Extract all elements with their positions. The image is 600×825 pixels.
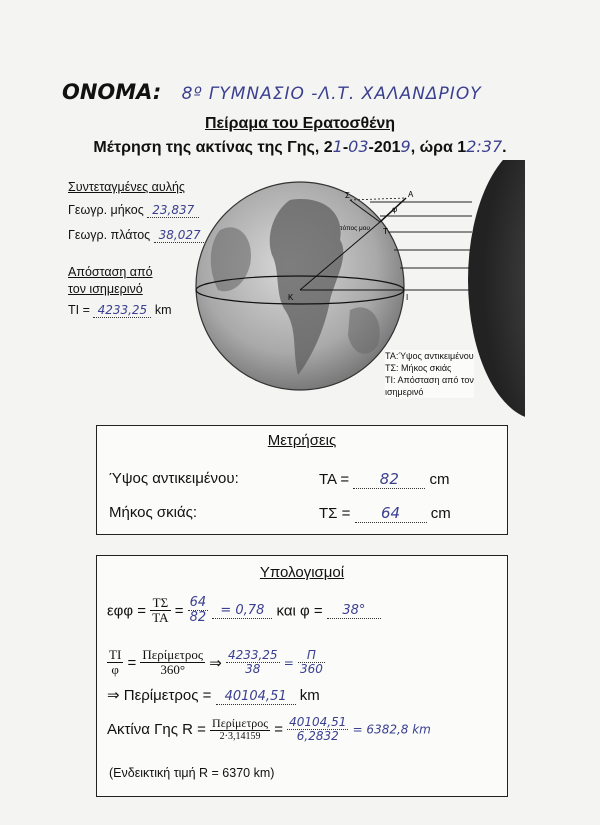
height-row bbox=[109, 470, 499, 487]
tan-row bbox=[107, 596, 502, 626]
label-sigma: Σ bbox=[345, 191, 350, 200]
calculations-box bbox=[96, 555, 508, 797]
height-label: Ύψος αντικειμένου: bbox=[109, 470, 239, 487]
subtitle-text: Μέτρηση της ακτίνας της Γης, 2 bbox=[93, 139, 333, 156]
page-subtitle bbox=[0, 137, 600, 157]
ti-value: 4233,25 bbox=[93, 303, 151, 318]
measurements-box bbox=[96, 425, 508, 535]
perimeter-360-fraction bbox=[140, 648, 205, 678]
subtitle-time-label: , ώρα 1 bbox=[410, 139, 467, 156]
proportion-hand-numerator: 4233,25 bbox=[227, 648, 278, 663]
subtitle-year: -201 bbox=[368, 139, 401, 156]
proportion-hand-equals: = bbox=[283, 655, 294, 670]
proportion-hand-left bbox=[226, 649, 280, 676]
tan-hand-fraction bbox=[188, 596, 209, 626]
indicative-value: (Ενδεικτική τιμή R = 6370 km) bbox=[109, 766, 275, 780]
label-phi: φ bbox=[392, 205, 398, 214]
shadow-row bbox=[109, 504, 499, 521]
proportion-hand-denominator: 38 bbox=[245, 662, 261, 677]
radius-row bbox=[107, 716, 505, 743]
proportion-hand-360: 360 bbox=[299, 662, 323, 677]
height-unit: cm bbox=[429, 471, 450, 488]
radius-denominator: 2·3,14159 bbox=[219, 731, 261, 743]
ti-phi-numerator: ΤΙ bbox=[109, 647, 122, 662]
proportion-equals: = bbox=[127, 654, 137, 672]
implies-arrow: ⇒ bbox=[209, 654, 222, 672]
tan-fraction bbox=[150, 596, 170, 626]
distance-heading-2: τον ισημερινό bbox=[68, 282, 143, 296]
label-t: Τ bbox=[383, 227, 388, 236]
shadow-unit: cm bbox=[430, 505, 451, 522]
name-label: ONOMA: bbox=[62, 80, 162, 104]
label-place: τόπος μου bbox=[340, 225, 370, 232]
diagram-legend bbox=[385, 350, 474, 398]
perimeter-denominator: 360° bbox=[160, 662, 186, 678]
subtitle-year-digit: 9 bbox=[400, 137, 411, 156]
latitude-label: Γεωγρ. πλάτος bbox=[68, 228, 151, 242]
longitude-label: Γεωγρ. μήκος bbox=[68, 203, 144, 217]
perimeter-result-value: 40104,51 bbox=[216, 689, 296, 705]
height-value: 82 bbox=[353, 470, 425, 489]
ti-label: ΤΙ = bbox=[68, 303, 90, 317]
and-phi-label: και φ = bbox=[276, 602, 323, 620]
tan-hand-numerator: 64 bbox=[189, 595, 207, 610]
shadow-symbol: ΤΣ = bbox=[319, 505, 351, 522]
label-a: Α bbox=[408, 190, 414, 199]
tan-denominator: ΤΑ bbox=[152, 610, 169, 626]
ti-phi-denominator: φ bbox=[111, 662, 119, 678]
subtitle-month: 03 bbox=[348, 137, 369, 156]
shadow-value: 64 bbox=[355, 504, 427, 523]
longitude-value: 23,837 bbox=[147, 203, 199, 218]
sun-shape bbox=[468, 160, 525, 420]
perimeter-result-label: ⇒ Περίμετρος = bbox=[107, 687, 212, 704]
subtitle-dash: - bbox=[342, 139, 349, 156]
radius-label: Ακτίνα Γης R = bbox=[107, 721, 206, 739]
measurements-heading: Μετρήσεις bbox=[267, 432, 337, 449]
shadow-label: Μήκος σκιάς: bbox=[109, 504, 198, 521]
perimeter-row bbox=[107, 686, 502, 705]
legend-item: ΤΑ:Ύψος αντικειμένου bbox=[385, 351, 474, 361]
perimeter-numerator: Περίμετρος bbox=[142, 647, 204, 662]
ti-phi-fraction bbox=[107, 648, 123, 678]
subtitle-time: 2:37 bbox=[466, 137, 503, 156]
tan-label: εφφ = bbox=[107, 602, 147, 620]
name-line bbox=[62, 80, 542, 110]
radius-hand-result: = 6382,8 km bbox=[352, 722, 431, 737]
subtitle-day: 1 bbox=[332, 137, 343, 156]
height-symbol: ΤΑ = bbox=[319, 471, 350, 488]
label-i: Ι bbox=[406, 293, 409, 302]
subtitle-end: . bbox=[502, 139, 507, 156]
calculations-heading: Υπολογισμοί bbox=[259, 564, 345, 581]
tan-equals: = bbox=[174, 602, 184, 620]
coords-heading: Συντεταγμένες αυλής bbox=[68, 180, 185, 194]
tan-numerator: ΤΣ bbox=[150, 596, 170, 611]
radius-equals: = bbox=[274, 721, 283, 739]
page-title: Πείραμα του Ερατοσθένη bbox=[205, 115, 395, 132]
ti-unit: km bbox=[154, 303, 172, 317]
legend-item: ισημερινό bbox=[385, 387, 424, 397]
tan-hand-denominator: 82 bbox=[189, 610, 207, 626]
proportion-hand-right bbox=[298, 649, 325, 676]
radius-hand-numerator: 40104,51 bbox=[289, 715, 347, 729]
proportion-row bbox=[107, 648, 502, 678]
legend-item: ΤΣ: Μήκος σκιάς bbox=[385, 363, 452, 373]
ti-row bbox=[68, 303, 172, 318]
radius-hand-fraction bbox=[287, 716, 348, 743]
radius-numerator: Περίμετρος bbox=[212, 716, 269, 731]
radius-fraction bbox=[210, 717, 270, 742]
school-name: 8º ΓΥΜΝΑΣΙΟ -Λ.Τ. ΧΑΛΑΝΔΡΙΟΥ bbox=[181, 84, 482, 104]
radius-hand-denominator: 6,2832 bbox=[296, 729, 339, 744]
proportion-hand-p: Π bbox=[298, 649, 325, 663]
distance-heading-1: Απόσταση από bbox=[68, 265, 153, 279]
legend-item: ΤΙ: Απόσταση από τον bbox=[385, 375, 474, 385]
tan-hand-result: = 0,78 bbox=[212, 603, 272, 619]
perimeter-result-unit: km bbox=[299, 687, 320, 704]
phi-value: 38° bbox=[327, 603, 381, 619]
latitude-value: 38,027 bbox=[154, 228, 206, 243]
label-k: Κ bbox=[288, 293, 294, 302]
